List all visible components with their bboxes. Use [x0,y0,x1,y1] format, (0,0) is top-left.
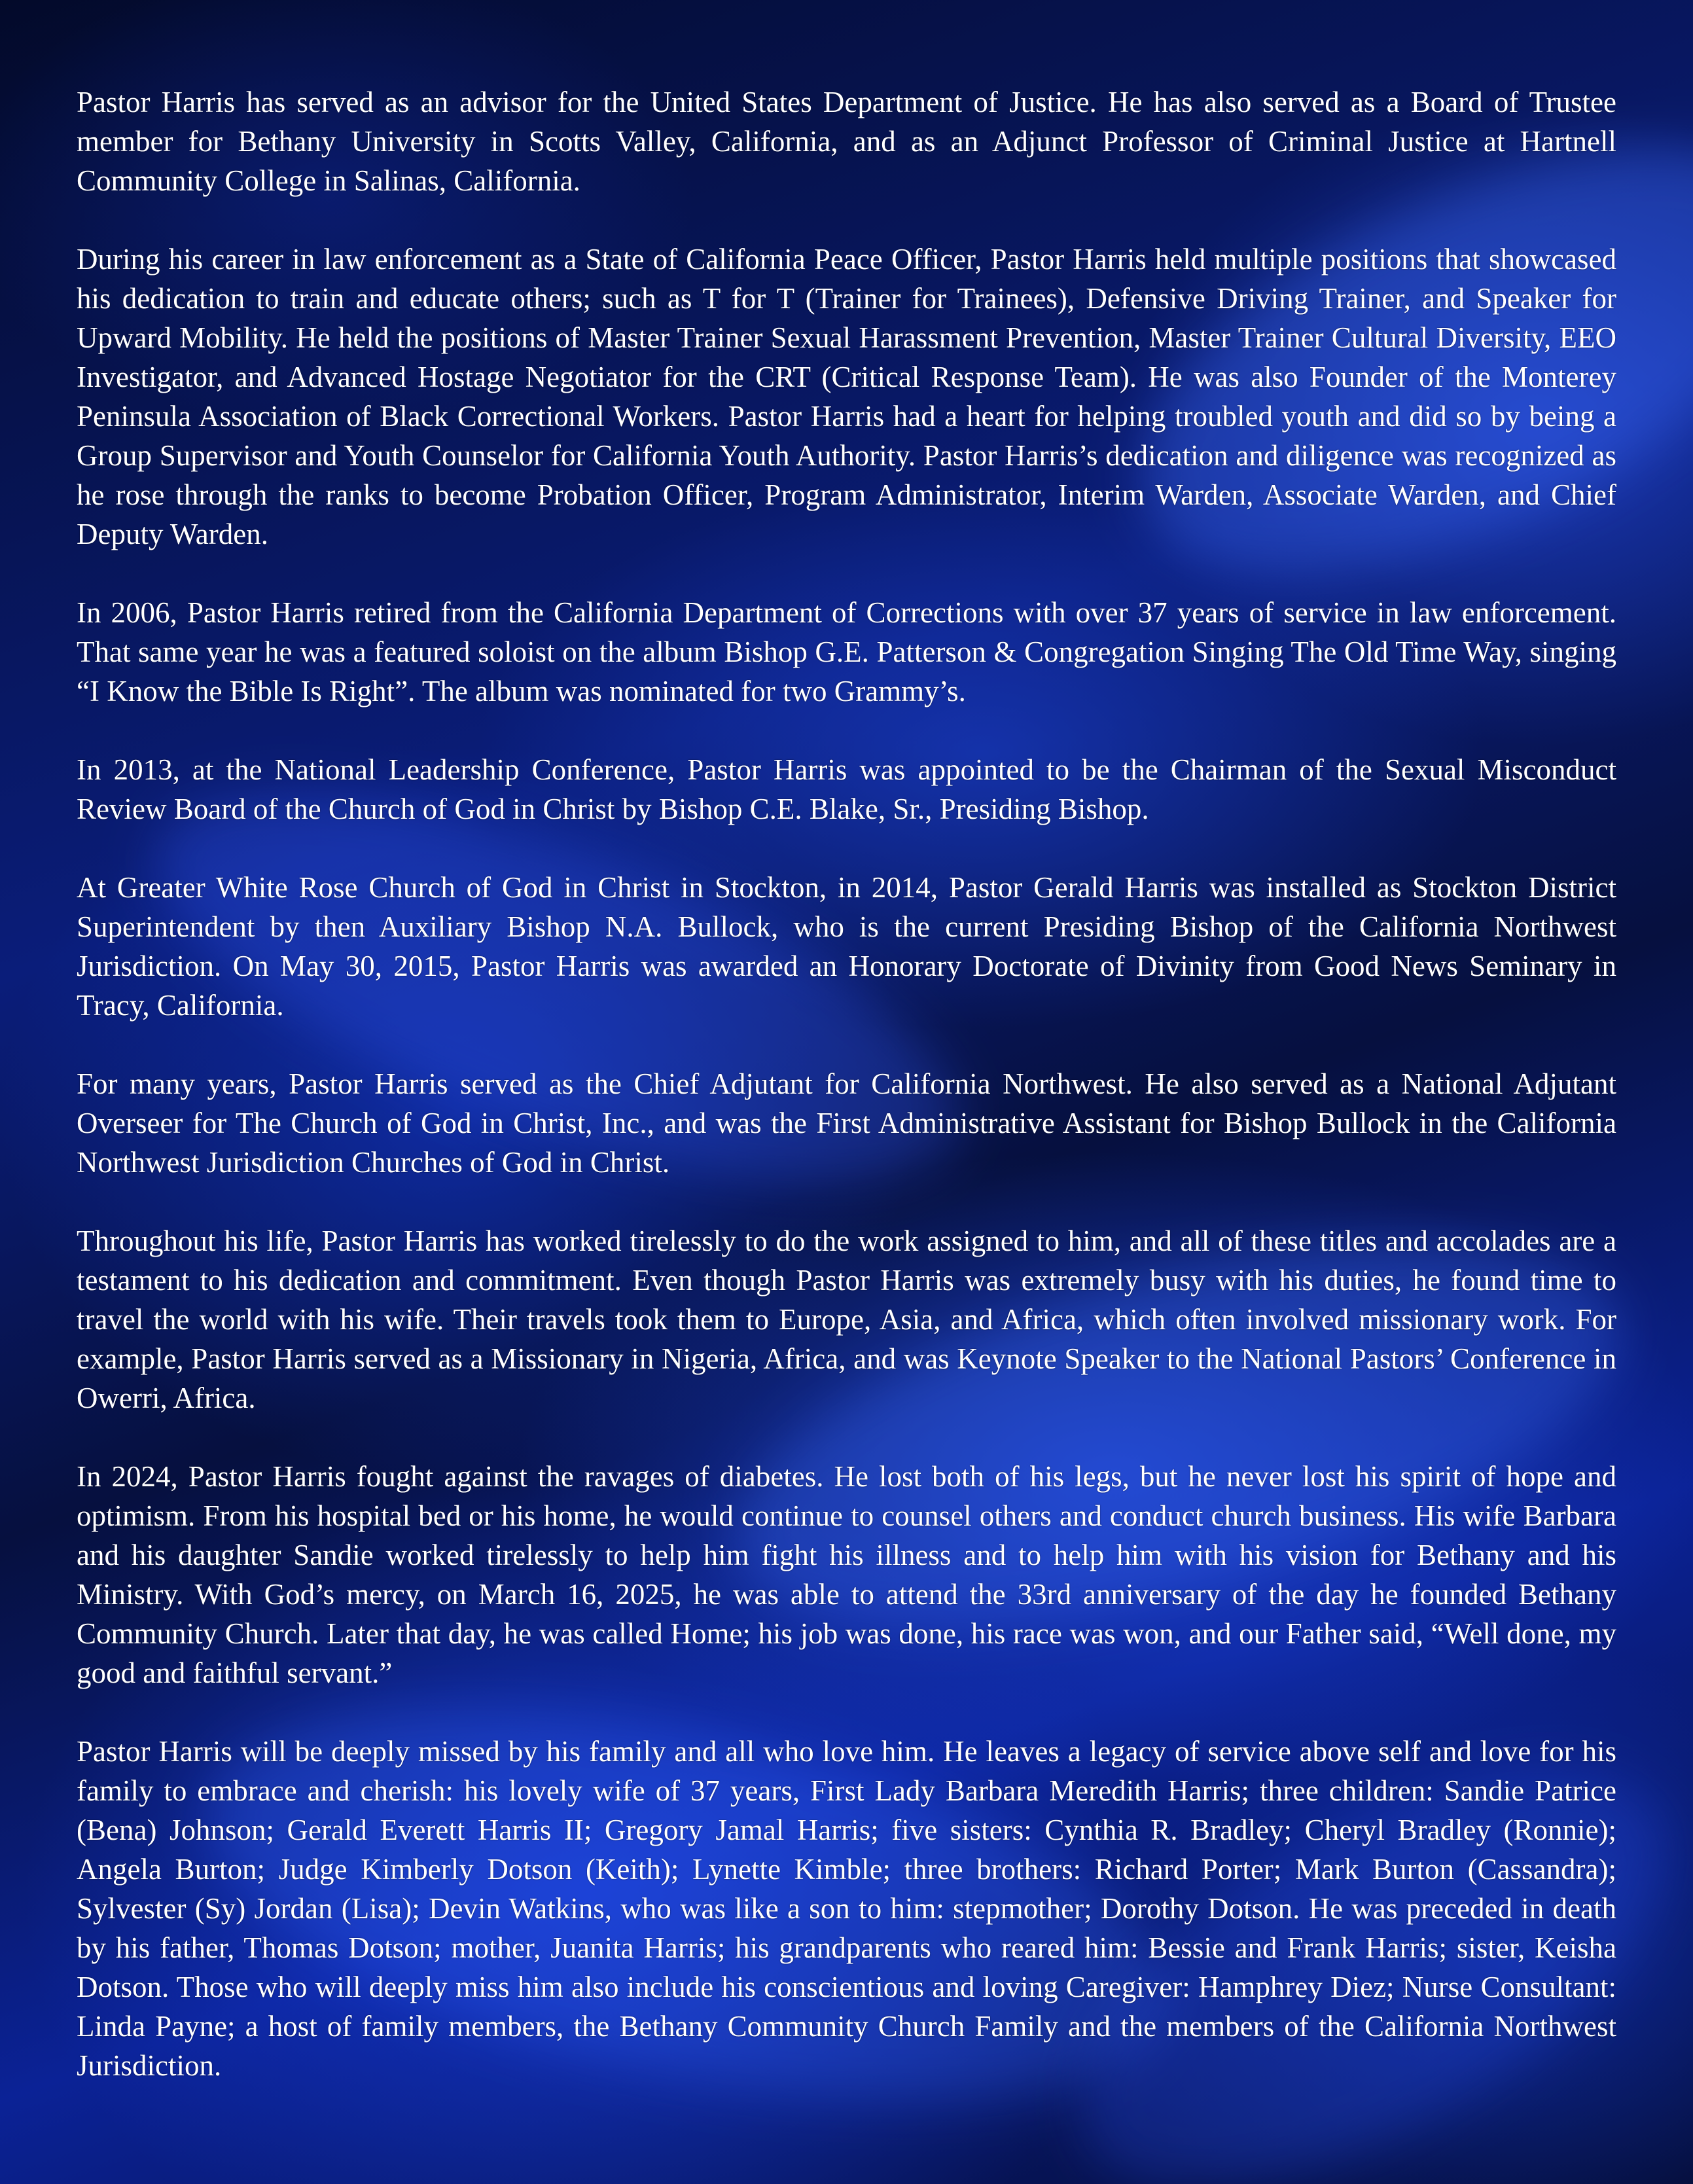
paragraph-advisor: Pastor Harris has served as an advisor for the United States Department of Justice. He has also served as a Board of Trustee member for Bethany University in Scotts Valley, California, and as an Adjunct Professor of Criminal Justice at Hartnell Community College in Salinas, California. [77,86,1616,197]
paragraph-superintendent-2014: At Greater White Rose Church of God in Christ in Stockton, in 2014, Pastor Gerald Harris was installed as Stockton District Superintendent by then Auxiliary Bishop N.A. Bullock, who is the current Presiding Bishop of the California Northwest Jurisdiction. On May 30, 2015, Pastor Harris was awarded an Honorary Doctorate of Divinity from Good News Seminary in Tracy, California. [77,871,1616,1022]
paragraph-retirement-2006: In 2006, Pastor Harris retired from the California Department of Corrections with over 37 years of service in law enforcement. That same year he was a featured soloist on the album Bishop G.E. Patterson & Congregation Singing The Old Time Way, singing “I Know the Bible Is Right”. The album was nominated for two Grammy’s. [77,596,1616,707]
paragraph-illness-2024: In 2024, Pastor Harris fought against the ravages of diabetes. He lost both of his legs, but he never lost his spirit of hope and optimism. From his hospital bed or his home, he would continue to counsel others and conduct church business. His wife Barbara and his daughter Sandie worked tirelessly to help him fight his illness and to help him with his vision for Bethany and his Ministry. With God’s mercy, on March 16, 2025, he was able to attend the 33rd anniversary of the day he founded Bethany Community Church. Later that day, he was called Home; his job was done, his race was won, and our Father said, “Well done, my good and faithful servant.” [77,1460,1616,1689]
paragraph-chief-adjutant: For many years, Pastor Harris served as the Chief Adjutant for California Northwest. He also served as a National Adjutant Overseer for The Church of God in Christ, Inc., and was the First Administrative Assistant for Bishop Bullock in the California Northwest Jurisdiction Churches of God in Christ. [77,1067,1616,1179]
paragraph-survivors: Pastor Harris will be deeply missed by his family and all who love him. He leaves a legacy of service above self and love for his family to embrace and cherish: his lovely wife of 37 years, First Lady Barbara Meredith Harris; three children: Sandie Patrice (Bena) Johnson; Gerald Everett Harris II; Gregory Jamal Harris; five sisters: Cynthia R. Bradley; Cheryl Bradley (Ronnie); Angela Burton; Judge Kimberly Dotson (Keith); Lynette Kimble; three brothers: Richard Porter; Mark Burton (Cassandra); Sylvester (Sy) Jordan (Lisa); Devin Watkins, who was like a son to him: stepmother; Dorothy Dotson. He was preceded in death by his father, Thomas Dotson; mother, Juanita Harris; his grandparents who reared him: Bessie and Frank Harris; sister, Keisha Dotson. Those who will deeply miss him also include his conscientious and loving Caregiver: Hamphrey Diez; Nurse Consultant: Linda Payne; a host of family members, the Bethany Community Church Family and the members of the California Northwest Jurisdiction. [77,1735,1616,2082]
biography-text [77,82,1616,2124]
paragraph-law-enforcement-career: During his career in law enforcement as a State of California Peace Officer, Pastor Harris held multiple positions that showcased his dedication to train and educate others; such as T for T (Trainer for Trainees), Defensive Driving Trainer, and Speaker for Upward Mobility. He held the positions of Master Trainer Sexual Harassment Prevention, Master Trainer Cultural Diversity, EEO Investigator, and Advanced Hostage Negotiator for the CRT (Critical Response Team). He was also Founder of the Monterey Peninsula Association of Black Correctional Workers. Pastor Harris had a heart for helping troubled youth and did so by being a Group Supervisor and Youth Counselor for California Youth Authority. Pastor Harris’s dedication and diligence was recognized as he rose through the ranks to become Probation Officer, Program Administrator, Interim Warden, Associate Warden, and Chief Deputy Warden. [77,243,1616,550]
paragraph-appointment-2013: In 2013, at the National Leadership Conference, Pastor Harris was appointed to be the Chairman of the Sexual Misconduct Review Board of the Church of God in Christ by Bishop C.E. Blake, Sr., Presiding Bishop. [77,753,1616,825]
paragraph-travels-missions: Throughout his life, Pastor Harris has worked tirelessly to do the work assigned to him, and all of these titles and accolades are a testament to his dedication and commitment. Even though Pastor Harris was extremely busy with his duties, he found time to travel the world with his wife. Their travels took them to Europe, Asia, and Africa, which often involved missionary work. For example, Pastor Harris served as a Missionary in Nigeria, Africa, and was Keynote Speaker to the National Pastors’ Conference in Owerri, Africa. [77,1225,1616,1414]
